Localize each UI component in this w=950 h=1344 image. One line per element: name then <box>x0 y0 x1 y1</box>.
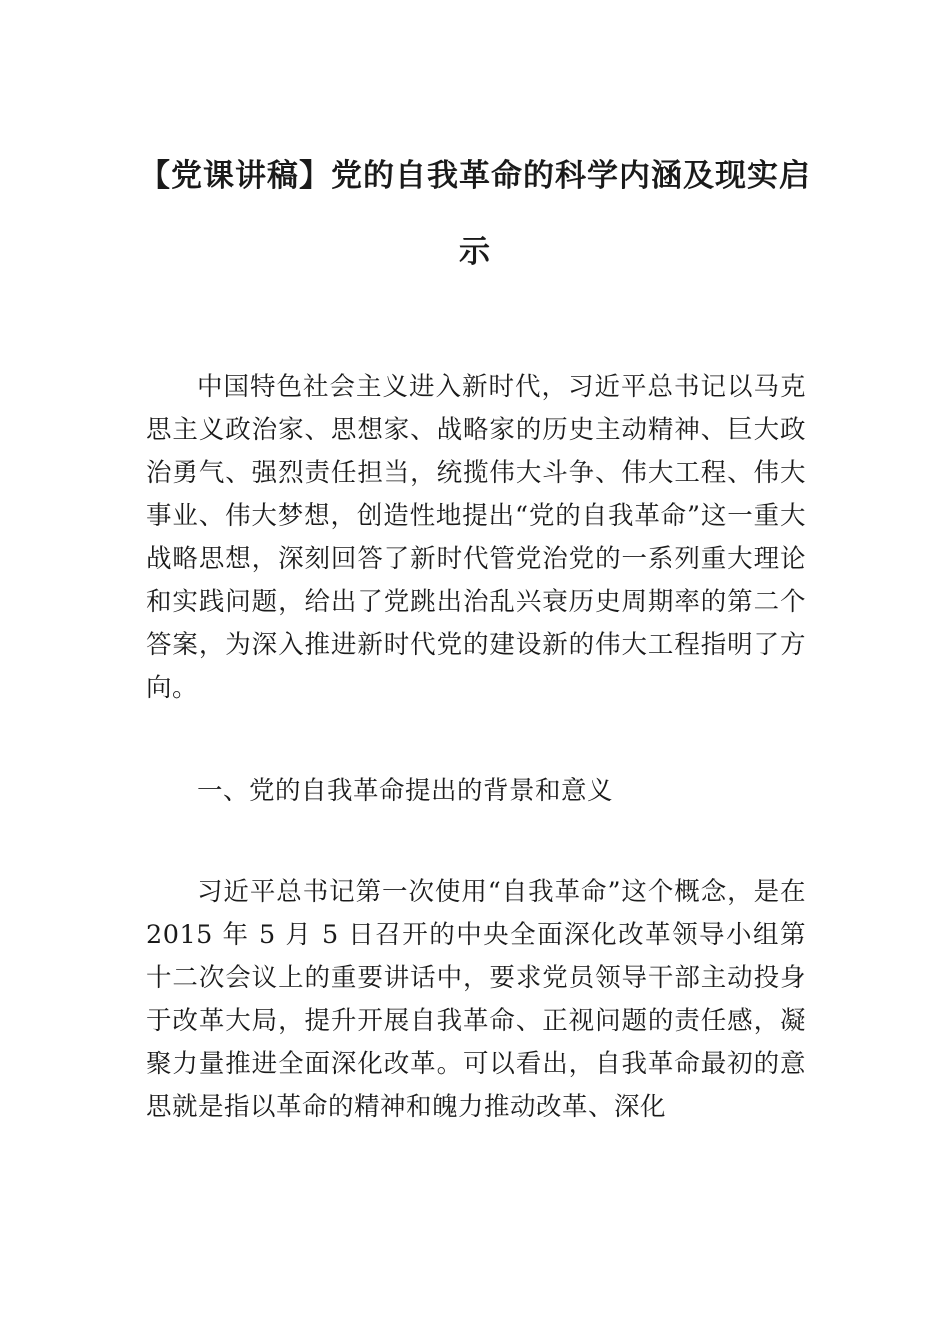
section-heading: 一、党的自我革命提出的背景和意义 <box>197 776 614 806</box>
paragraph-spacer <box>146 710 806 770</box>
paragraph-spacer <box>146 813 806 871</box>
intro-paragraph: 中国特色社会主义进入新时代，习近平总书记以马克思主义政治家、思想家、战略家的历史主动精神、巨大政治勇气、强烈责任担当，统揽伟大斗争、伟大工程、伟大事业、伟大梦想，创造性地提出“党的自我革命”这一重大战略思想，深刻回答了新时代管党治党的一系列重大理论和实践问题，给出了党跳出治乱兴衰历史周期率的第二个答案，为深入推进新时代党的建设新的伟大工程指明了方向。 <box>146 372 806 703</box>
document-title: 【党课讲稿】党的自我革命的科学内涵及现实启示 <box>139 158 811 270</box>
section-paragraph: 习近平总书记第一次使用“自我革命”这个概念，是在 2015 年 5 月 5 日召开的中央全面深化改革领导小组第十二次会议上的重要讲话中，要求党员领导干部主动投身于改革大局，提升开展自我革命、正视问题的责任感，凝聚力量推进全面深化改革。可以看出，自我革命最初的意思就是指以革命的精神和魄力推动改革、深化 <box>146 877 806 1122</box>
document-body <box>146 366 806 1129</box>
